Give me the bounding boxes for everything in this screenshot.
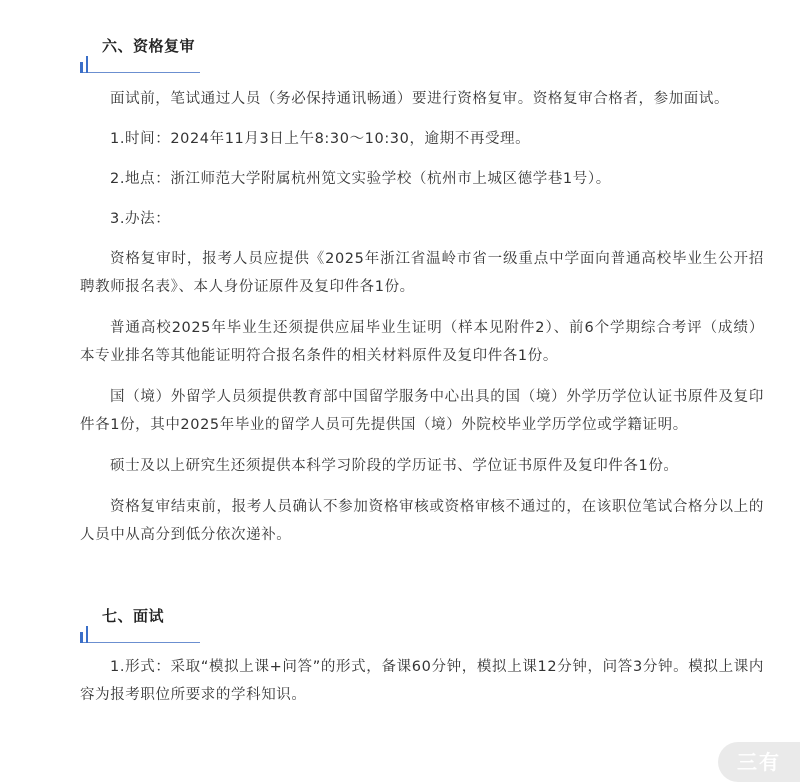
paragraph-review-intro: 面试前，笔试通过人员（务必保持通讯畅通）要进行资格复审。资格复审合格者，参加面试。 xyxy=(110,91,730,107)
paragraph-review-graduates: 普通高校2025年毕业生还须提供应届毕业生证明（样本见附件2）、前6个学期综合考评（成绩）本专业排名等其他能证明符合报名条件的相关材料原件及复印件各1份。 xyxy=(80,320,764,364)
paragraph-review-method: 3.办法： xyxy=(110,211,171,227)
paragraph-review-time: 1.时间：2024年11月3日上午8:30～10:30，逾期不再受理。 xyxy=(110,131,531,147)
paragraph-interview-format: 1.形式：采取“模拟上课+问答”的形式，备课60分钟，模拟上课12分钟，问答3分钟。模拟上课内容为报考职位所要求的学科知识。 xyxy=(80,659,764,703)
section-title: 七、面试 xyxy=(102,607,165,625)
section-title: 六、资格复审 xyxy=(102,37,196,55)
section-heading-interview xyxy=(80,602,200,643)
paragraph-review-location: 2.地点：浙江师范大学附属杭州笕文实验学校（杭州市上城区德学巷1号）。 xyxy=(110,171,611,187)
paragraph-review-overseas: 国（境）外留学人员须提供教育部中国留学服务中心出具的国（境）外学历学位认证书原件及复印件各1份，其中2025年毕业的留学人员可先提供国（境）外院校毕业学历学位或学籍证明。 xyxy=(80,389,764,433)
paragraph-review-postgraduates: 硕士及以上研究生还须提供本科学习阶段的学历证书、学位证书原件及复印件各1份。 xyxy=(110,458,679,474)
watermark-badge: 三有 xyxy=(718,742,800,782)
heading-bar-icon xyxy=(80,623,92,643)
article-body xyxy=(80,0,764,709)
paragraph-review-documents: 资格复审时，报考人员应提供《2025年浙江省温岭市省一级重点中学面向普通高校毕业生公开招聘教师报名表》、本人身份证原件及复印件各1份。 xyxy=(80,251,764,295)
heading-bar-icon xyxy=(80,53,92,73)
paragraph-review-substitution: 资格复审结束前，报考人员确认不参加资格审核或资格审核不通过的，在该职位笔试合格分以上的人员中从高分到低分依次递补。 xyxy=(80,499,764,543)
section-heading-qualification-review xyxy=(80,32,200,73)
